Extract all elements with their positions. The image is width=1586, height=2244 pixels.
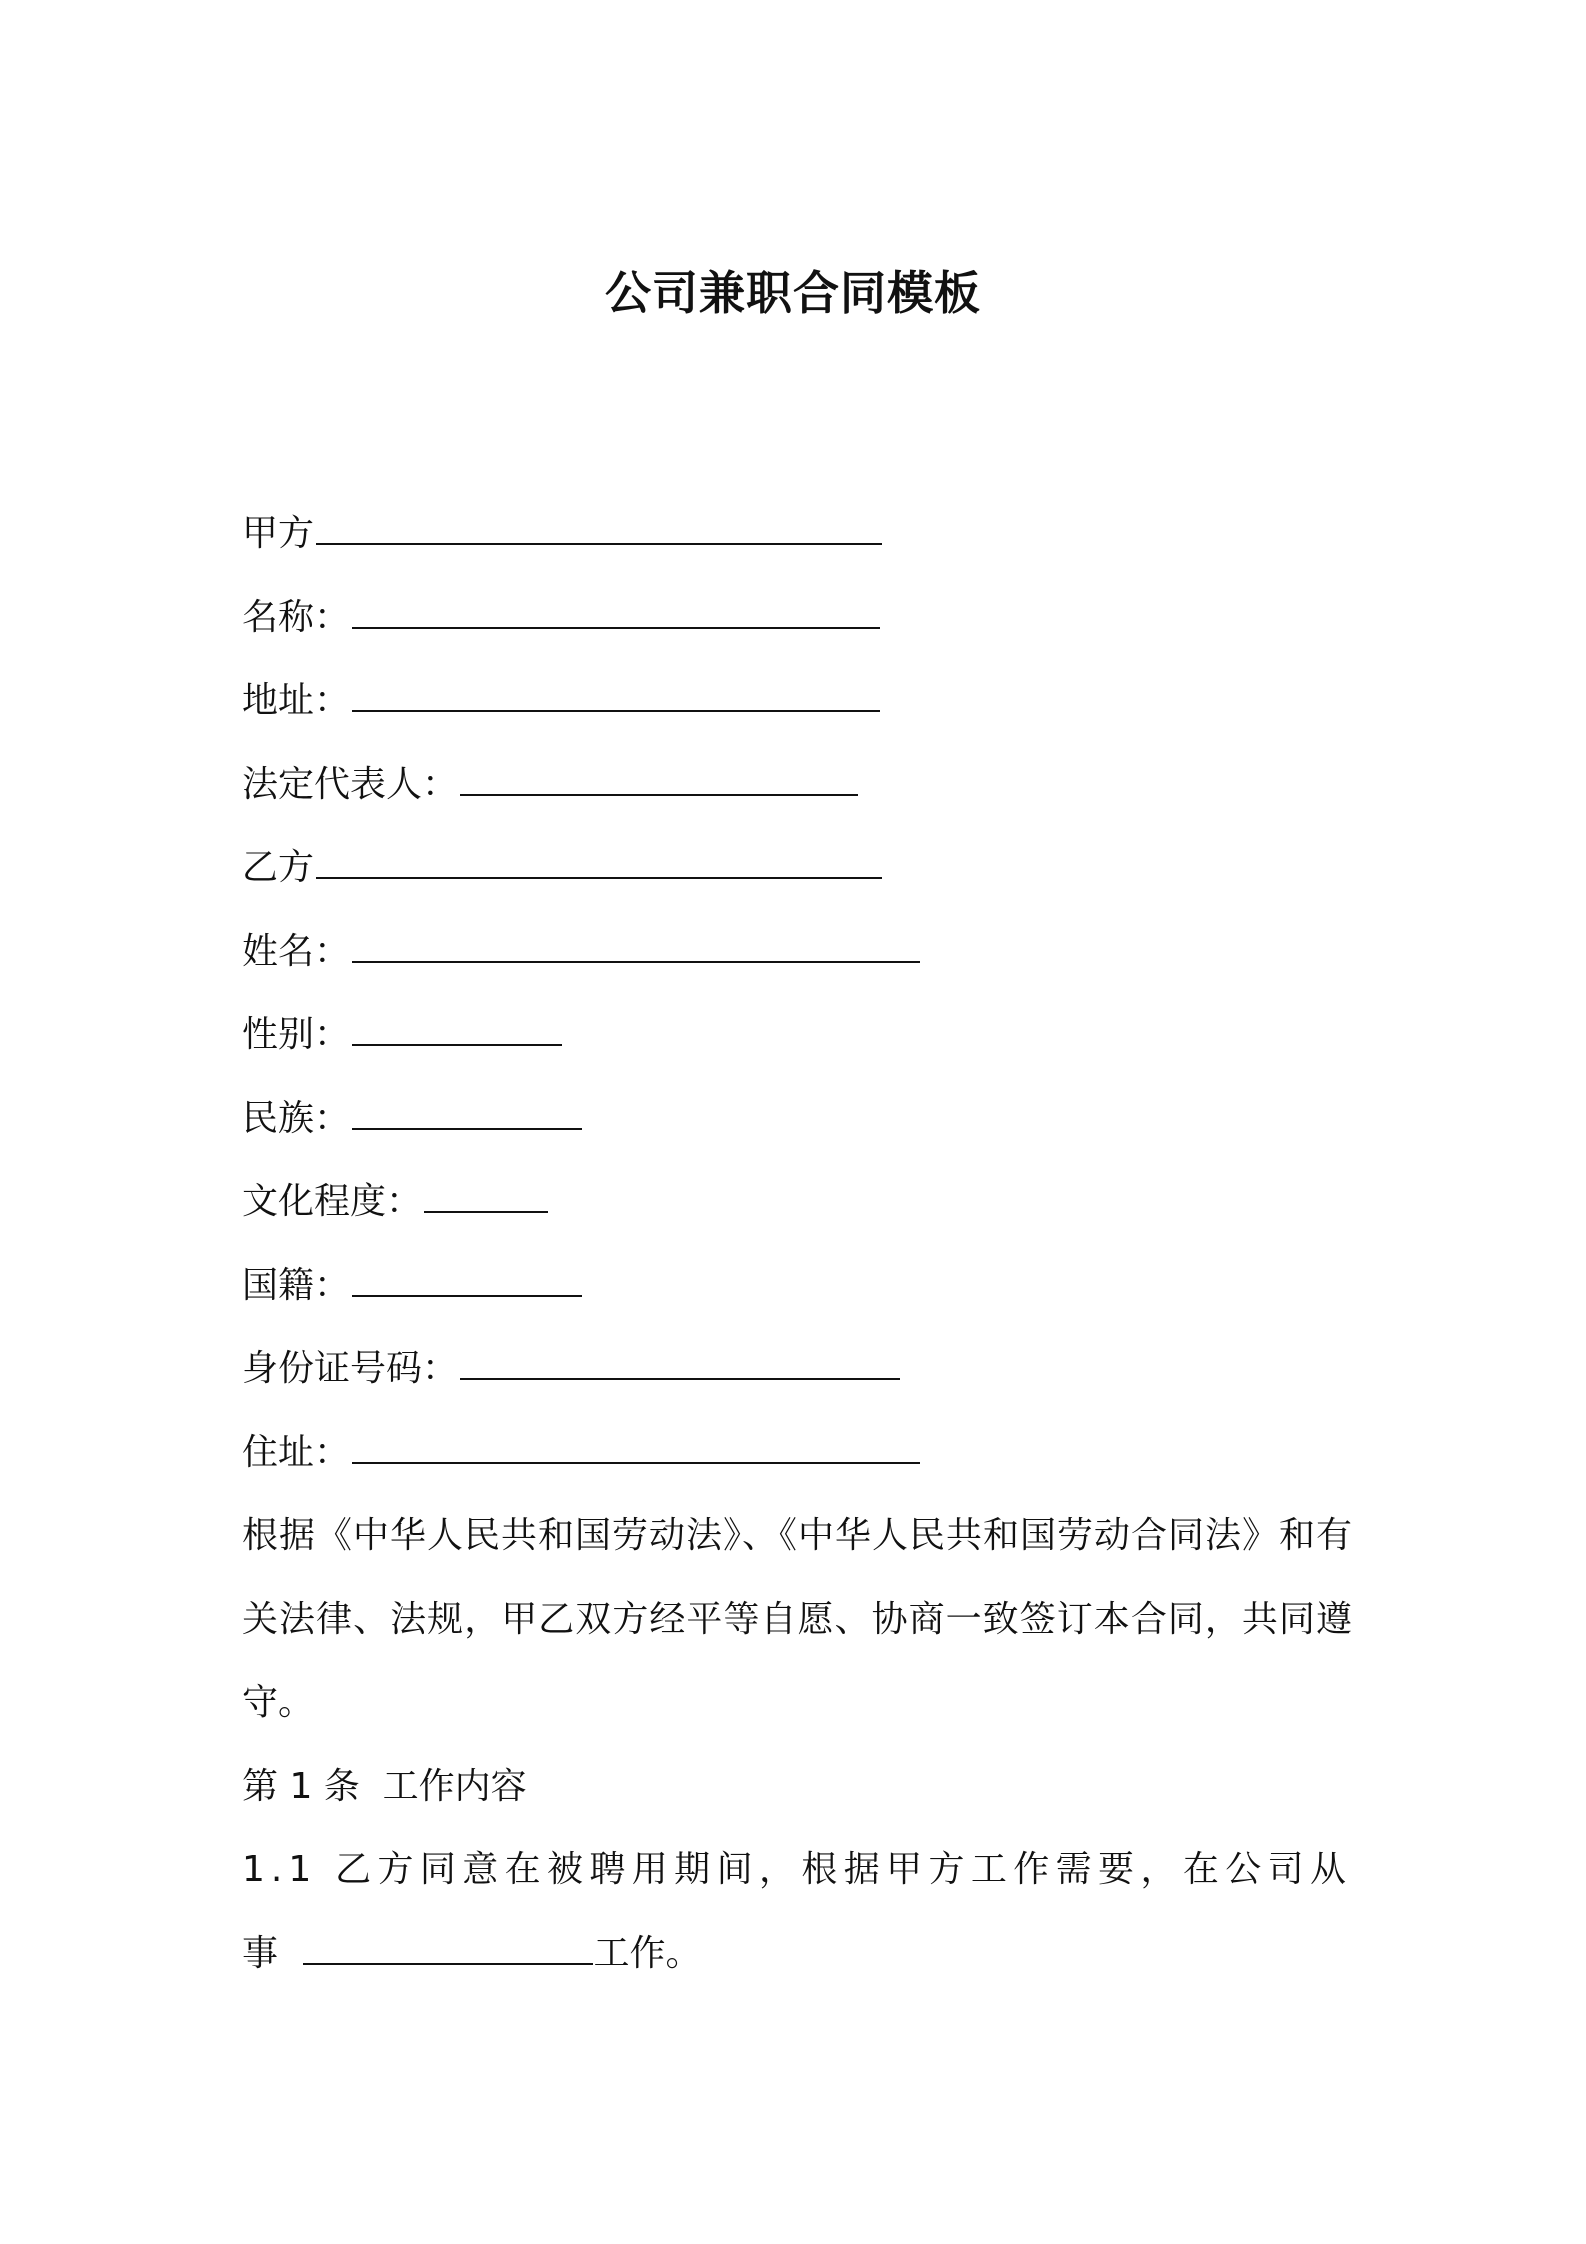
field-education	[242, 1160, 1352, 1244]
blank-line	[460, 758, 858, 796]
field-label: 民族：	[242, 1097, 351, 1139]
field-legal-representative	[242, 743, 1352, 827]
field-label: 法定代表人：	[242, 763, 459, 805]
article-1-heading: 第 1 条 工作内容	[242, 1765, 527, 1807]
document-body	[242, 492, 1352, 1995]
blank-line	[352, 1008, 562, 1046]
blank-line	[352, 1259, 582, 1297]
field-name	[242, 910, 1352, 994]
field-label: 国籍：	[242, 1264, 351, 1306]
blank-line	[316, 841, 882, 879]
clause-1-1-tail: 工作。	[593, 1932, 702, 1974]
field-label: 性别：	[242, 1014, 351, 1055]
blank-line	[316, 507, 882, 545]
clause-1-1-text: 1.1 乙方同意在被聘用期间，根据甲方工作需要，在公司从事	[242, 1849, 1352, 1974]
blank-line	[352, 674, 880, 712]
blank-line	[352, 1092, 582, 1130]
field-label: 住址：	[242, 1431, 351, 1473]
clause-1-1-paragraph	[242, 1828, 1352, 1995]
field-gender	[242, 993, 1352, 1077]
blank-line	[303, 1927, 593, 1965]
blank-line	[424, 1175, 548, 1213]
blank-line	[352, 925, 920, 963]
field-party-a	[242, 492, 1352, 576]
blank-line	[352, 1426, 920, 1464]
field-company-address	[242, 659, 1352, 743]
field-residence	[242, 1411, 1352, 1495]
document-title: 公司兼职合同模板	[605, 266, 981, 320]
blank-line	[460, 1342, 900, 1380]
blank-line	[352, 591, 880, 629]
field-ethnicity	[242, 1077, 1352, 1161]
field-party-b	[242, 826, 1352, 910]
field-label: 身份证号码：	[242, 1348, 459, 1389]
field-nationality	[242, 1244, 1352, 1328]
field-label: 名称：	[242, 596, 351, 638]
field-label: 文化程度：	[242, 1181, 423, 1222]
field-label: 地址：	[242, 680, 351, 721]
preamble-paragraph: 根据《中华人民共和国劳动法》、《中华人民共和国劳动合同法》和有关法律、法规，甲乙双方经平等自愿、协商一致签订本合同，共同遵守。	[242, 1515, 1352, 1723]
field-id-number	[242, 1327, 1352, 1411]
field-label: 甲方	[242, 513, 315, 554]
field-company-name	[242, 576, 1352, 660]
field-label: 姓名：	[242, 930, 351, 972]
field-label: 乙方	[242, 847, 315, 888]
